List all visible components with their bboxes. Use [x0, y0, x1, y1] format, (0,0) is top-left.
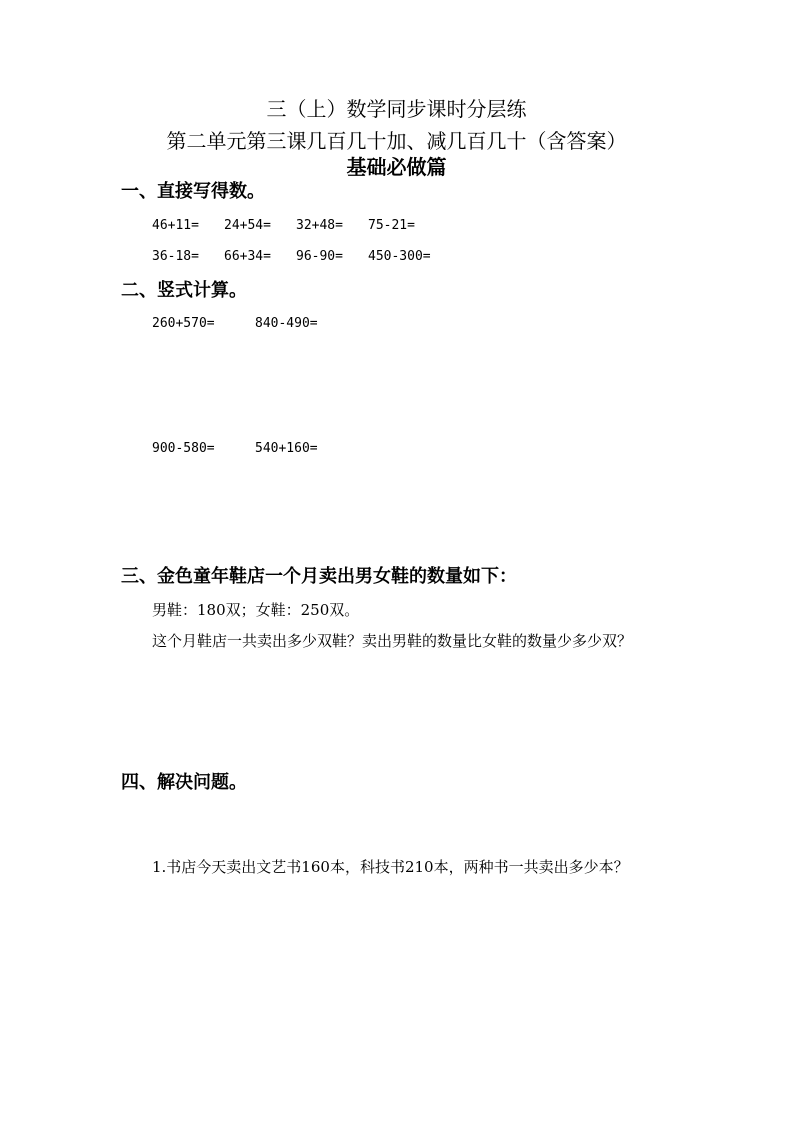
shoe-sales-question: 这个月鞋店一共卖出多少双鞋？卖出男鞋的数量比女鞋的数量少多少双？ [152, 632, 633, 650]
page-subtitle: 第二单元第三课几百几十加、减几百几十（含答案） [166, 129, 627, 153]
shoe-sales-data: 男鞋：180双；女鞋：250双。 [152, 601, 360, 619]
oral-calc-item: 75-21= [368, 218, 415, 233]
column-calc-item: 540+160= [255, 441, 318, 456]
section-1-heading: 一、直接写得数。 [121, 181, 265, 202]
oral-calc-item: 24+54= [224, 218, 271, 233]
section-4-heading: 四、解决问题。 [121, 772, 247, 793]
section-3-heading: 三、金色童年鞋店一个月卖出男女鞋的数量如下： [121, 566, 517, 587]
oral-calc-item: 66+34= [224, 249, 271, 264]
oral-calc-item: 450-300= [368, 249, 431, 264]
oral-calc-item: 46+11= [152, 218, 199, 233]
section-2-heading: 二、竖式计算。 [121, 280, 247, 301]
oral-calc-item: 96-90= [296, 249, 343, 264]
column-calc-item: 900-580= [152, 441, 215, 456]
oral-calc-item: 32+48= [296, 218, 343, 233]
oral-calc-item: 36-18= [152, 249, 199, 264]
column-calc-item: 840-490= [255, 316, 318, 331]
page-title: 三（上）数学同步课时分层练 [266, 97, 527, 121]
word-problem-1: 1.书店今天卖出文艺书160本，科技书210本，两种书一共卖出多少本？ [152, 858, 629, 876]
level-title: 基础必做篇 [346, 155, 447, 179]
column-calc-item: 260+570= [152, 316, 215, 331]
